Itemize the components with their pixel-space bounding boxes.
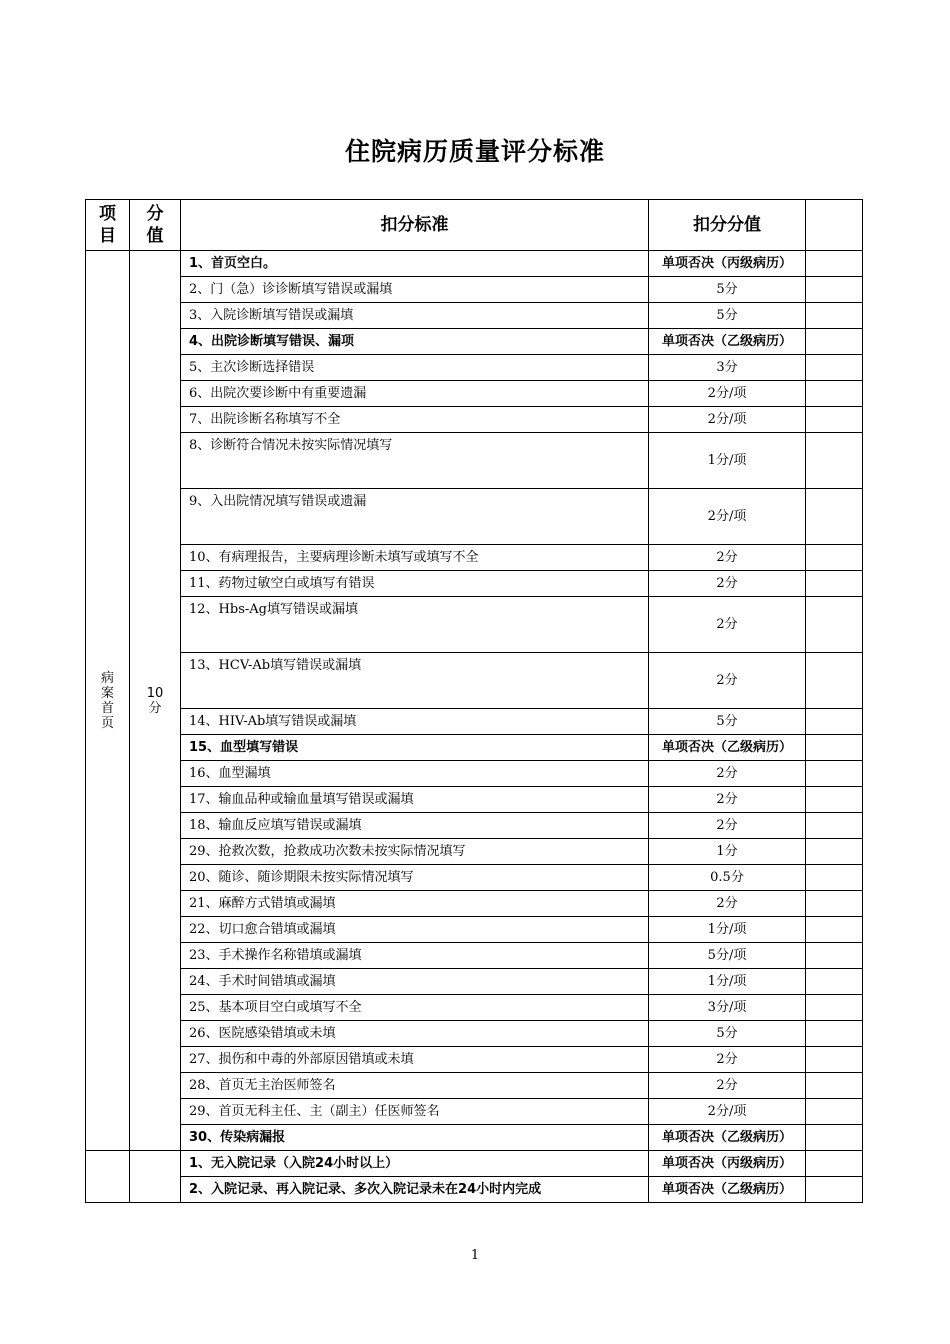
deduction-cell: 2分 [649, 813, 806, 839]
deduction-cell: 单项否决（乙级病历） [649, 1125, 806, 1151]
deduction-cell: 2分/项 [649, 489, 806, 545]
criteria-cell: 22、切口愈合错填或漏填 [181, 917, 649, 943]
blank-cell [806, 1125, 863, 1151]
table-row [86, 1073, 863, 1099]
deduction-cell: 2分 [649, 1047, 806, 1073]
deduction-cell: 2分/项 [649, 381, 806, 407]
blank-cell [806, 917, 863, 943]
table-row [86, 1177, 863, 1203]
criteria-cell: 25、基本项目空白或填写不全 [181, 995, 649, 1021]
criteria-cell: 15、血型填写错误 [181, 735, 649, 761]
blank-cell [806, 329, 863, 355]
deduction-cell: 3分/项 [649, 995, 806, 1021]
deduction-cell: 3分 [649, 355, 806, 381]
blank-cell [806, 865, 863, 891]
blank-cell [806, 787, 863, 813]
table-row [86, 597, 863, 653]
deduction-cell: 2分/项 [649, 407, 806, 433]
table-row [86, 329, 863, 355]
criteria-cell: 18、输血反应填写错误或漏填 [181, 813, 649, 839]
table-row [86, 571, 863, 597]
table-row [86, 709, 863, 735]
blank-cell [806, 407, 863, 433]
criteria-cell: 27、损伤和中毒的外部原因错填或未填 [181, 1047, 649, 1073]
scoring-table [85, 199, 863, 1203]
deduction-cell: 2分 [649, 571, 806, 597]
criteria-cell: 3、入院诊断填写错误或漏填 [181, 303, 649, 329]
table-row [86, 995, 863, 1021]
table-row [86, 433, 863, 489]
section1-category: 病 案 首 页 [86, 251, 130, 1151]
table-row [86, 917, 863, 943]
deduction-cell: 单项否决（乙级病历） [649, 735, 806, 761]
deduction-cell: 1分 [649, 839, 806, 865]
criteria-cell: 14、HIV-Ab填写错误或漏填 [181, 709, 649, 735]
deduction-cell: 单项否决（乙级病历） [649, 1177, 806, 1203]
criteria-cell: 17、输血品种或输血量填写错误或漏填 [181, 787, 649, 813]
table-row [86, 251, 863, 277]
blank-cell [806, 839, 863, 865]
blank-cell [806, 1073, 863, 1099]
table-row [86, 787, 863, 813]
blank-cell [806, 969, 863, 995]
deduction-cell: 2分 [649, 891, 806, 917]
criteria-cell: 29、首页无科主任、主（副主）任医师签名 [181, 1099, 649, 1125]
table-row [86, 1125, 863, 1151]
table-row [86, 277, 863, 303]
page-number: 1 [470, 1248, 480, 1263]
section2-category [86, 1151, 130, 1203]
header-blank [806, 200, 863, 251]
header-criteria: 扣分标准 [181, 200, 649, 251]
table-row [86, 891, 863, 917]
criteria-cell: 13、HCV-Ab填写错误或漏填 [181, 653, 649, 709]
table-row [86, 865, 863, 891]
table-header-row [86, 200, 863, 251]
blank-cell [806, 653, 863, 709]
table-row [86, 813, 863, 839]
criteria-cell: 7、出院诊断名称填写不全 [181, 407, 649, 433]
section1-score: 10 分 [130, 251, 181, 1151]
blank-cell [806, 433, 863, 489]
blank-cell [806, 489, 863, 545]
blank-cell [806, 571, 863, 597]
criteria-cell: 16、血型漏填 [181, 761, 649, 787]
table-row [86, 1021, 863, 1047]
criteria-cell: 2、门（急）诊诊断填写错误或漏填 [181, 277, 649, 303]
criteria-cell: 1、无入院记录（入院24小时以上） [181, 1151, 649, 1177]
blank-cell [806, 813, 863, 839]
blank-cell [806, 1047, 863, 1073]
criteria-cell: 30、传染病漏报 [181, 1125, 649, 1151]
deduction-cell: 5分 [649, 1021, 806, 1047]
blank-cell [806, 943, 863, 969]
deduction-cell: 2分 [649, 1073, 806, 1099]
criteria-cell: 1、首页空白。 [181, 251, 649, 277]
blank-cell [806, 891, 863, 917]
blank-cell [806, 761, 863, 787]
table-row [86, 653, 863, 709]
header-item: 项 目 [86, 200, 130, 251]
header-deduction: 扣分分值 [649, 200, 806, 251]
blank-cell [806, 1177, 863, 1203]
criteria-cell: 28、首页无主治医师签名 [181, 1073, 649, 1099]
criteria-cell: 29、抢救次数，抢救成功次数未按实际情况填写 [181, 839, 649, 865]
page-title: 住院病历质量评分标准 [344, 137, 605, 166]
deduction-cell: 单项否决（丙级病历） [649, 1151, 806, 1177]
blank-cell [806, 277, 863, 303]
section2-score [130, 1151, 181, 1203]
table-row [86, 355, 863, 381]
criteria-cell: 26、医院感染错填或未填 [181, 1021, 649, 1047]
criteria-cell: 11、药物过敏空白或填写有错误 [181, 571, 649, 597]
deduction-cell: 5分 [649, 277, 806, 303]
table-row [86, 943, 863, 969]
deduction-cell: 2分/项 [649, 1099, 806, 1125]
table-row [86, 381, 863, 407]
criteria-cell: 21、麻醉方式错填或漏填 [181, 891, 649, 917]
criteria-cell: 8、诊断符合情况未按实际情况填写 [181, 433, 649, 489]
blank-cell [806, 597, 863, 653]
header-score: 分 值 [130, 200, 181, 251]
deduction-cell: 单项否决（乙级病历） [649, 329, 806, 355]
criteria-cell: 12、Hbs-Ag填写错误或漏填 [181, 597, 649, 653]
criteria-cell: 23、手术操作名称错填或漏填 [181, 943, 649, 969]
deduction-cell: 单项否决（丙级病历） [649, 251, 806, 277]
blank-cell [806, 1099, 863, 1125]
deduction-cell: 0.5分 [649, 865, 806, 891]
criteria-cell: 6、出院次要诊断中有重要遗漏 [181, 381, 649, 407]
blank-cell [806, 735, 863, 761]
blank-cell [806, 1021, 863, 1047]
deduction-cell: 5分/项 [649, 943, 806, 969]
criteria-cell: 20、随诊、随诊期限未按实际情况填写 [181, 865, 649, 891]
criteria-cell: 4、出院诊断填写错误、漏项 [181, 329, 649, 355]
blank-cell [806, 381, 863, 407]
deduction-cell: 2分 [649, 653, 806, 709]
criteria-cell: 9、入出院情况填写错误或遗漏 [181, 489, 649, 545]
criteria-cell: 10、有病理报告，主要病理诊断未填写或填写不全 [181, 545, 649, 571]
deduction-cell: 5分 [649, 709, 806, 735]
criteria-cell: 2、入院记录、再入院记录、多次入院记录未在24小时内完成 [181, 1177, 649, 1203]
deduction-cell: 5分 [649, 303, 806, 329]
table-row [86, 839, 863, 865]
table-row [86, 489, 863, 545]
blank-cell [806, 303, 863, 329]
blank-cell [806, 709, 863, 735]
deduction-cell: 2分 [649, 761, 806, 787]
deduction-cell: 2分 [649, 787, 806, 813]
table-row [86, 969, 863, 995]
blank-cell [806, 1151, 863, 1177]
deduction-cell: 1分/项 [649, 433, 806, 489]
table-row [86, 761, 863, 787]
table-row [86, 735, 863, 761]
table-row [86, 303, 863, 329]
deduction-cell: 1分/项 [649, 917, 806, 943]
table-row [86, 545, 863, 571]
blank-cell [806, 355, 863, 381]
deduction-cell: 2分 [649, 597, 806, 653]
table-row [86, 1047, 863, 1073]
table-row [86, 1151, 863, 1177]
table-row [86, 1099, 863, 1125]
blank-cell [806, 995, 863, 1021]
table-row [86, 407, 863, 433]
deduction-cell: 1分/项 [649, 969, 806, 995]
blank-cell [806, 251, 863, 277]
blank-cell [806, 545, 863, 571]
criteria-cell: 5、主次诊断选择错误 [181, 355, 649, 381]
deduction-cell: 2分 [649, 545, 806, 571]
criteria-cell: 24、手术时间错填或漏填 [181, 969, 649, 995]
